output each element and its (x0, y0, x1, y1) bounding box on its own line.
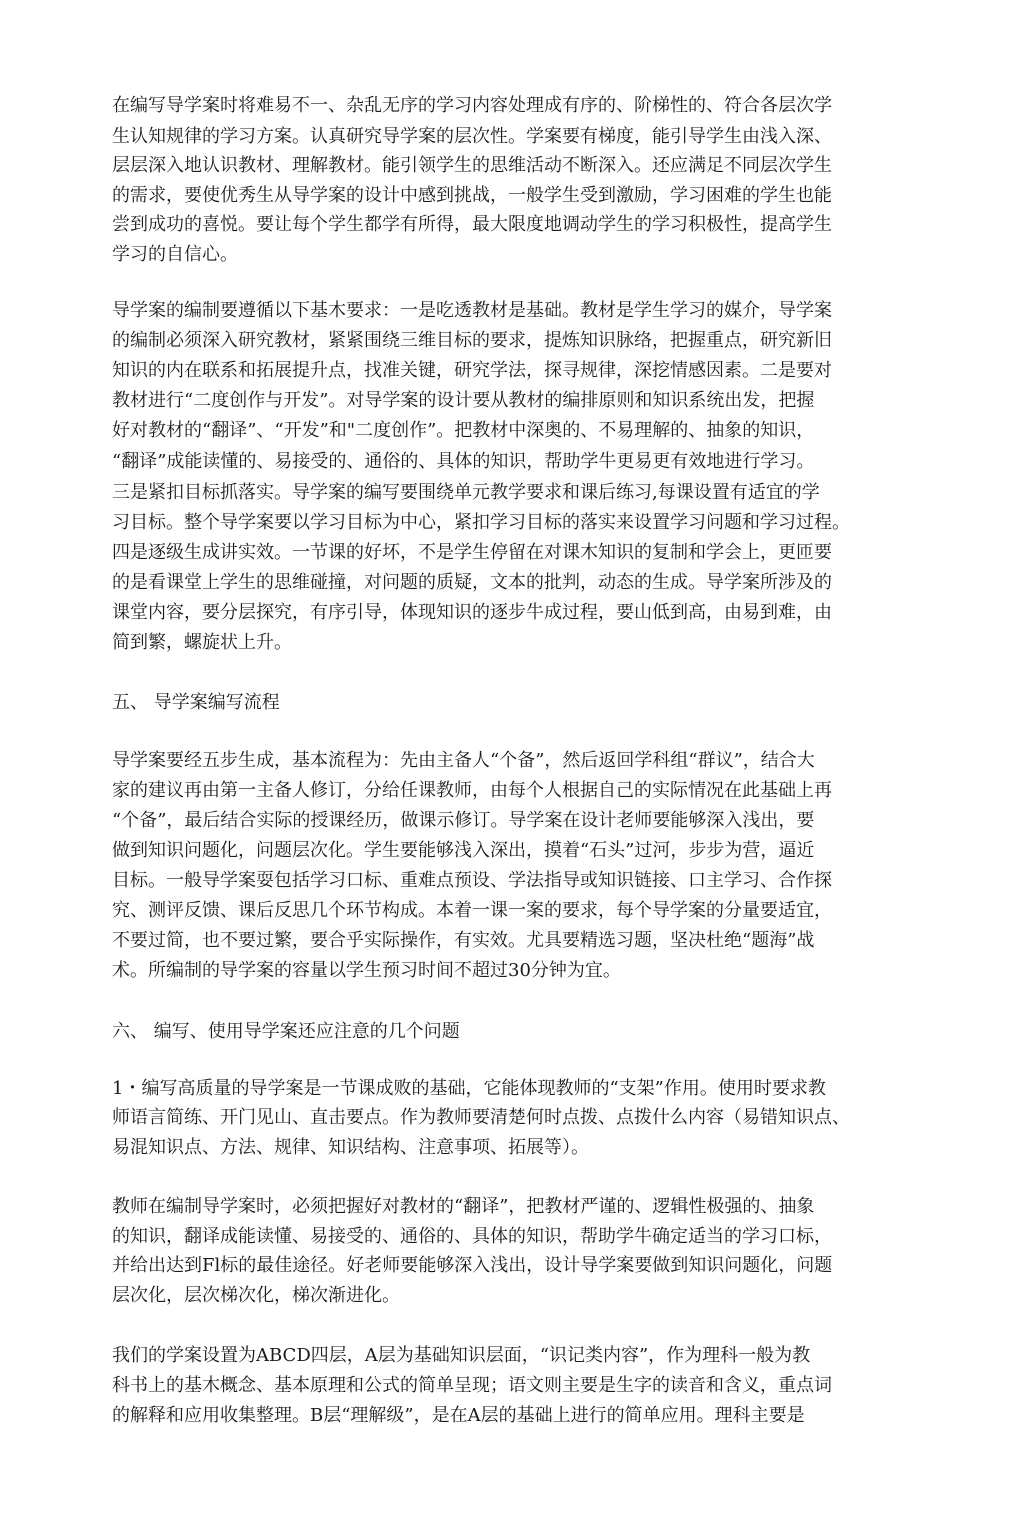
paragraph-2-line-7: 三是紧扣目标抓落实。导学案的编写要围绕单元教学要求和课后练习,每课设置有适宜的学 (112, 482, 820, 503)
paragraph-5-line-1: 教师在编制导学案时，必须把握好对教材的“翻译”，把教材严谨的、逻辑性极强的、抽象 (112, 1196, 815, 1217)
paragraph-3-line-5: 目标。一般导学案耍包括学习口标、重难点预设、学法指导或知识链接、口主学习、合作探 (112, 870, 832, 891)
paragraph-2-line-6: “翻译”成能读懂的、易接受的、通俗的、具体的知识，帮助学牛更易更有效地进行学习。 (112, 451, 815, 472)
paragraph-3-line-2: 家的建议再由第一主备人修订，分给任课教师，由每个人根据自己的实际情况在此基础上再 (112, 780, 832, 801)
paragraph-1-line-6: 学习的自信心。 (112, 244, 238, 265)
paragraph-1-line-1: 在编写导学案时将难易不一、杂乱无序的学习内容处理成有序的、阶梯性的、符合各层次学 (112, 95, 832, 116)
paragraph-2-line-2: 的编制必须深入研究教材，紧紧围绕三维目标的要求，提炼知识脉络，把握重点，研究新旧 (112, 330, 832, 351)
paragraph-1-line-4: 的需求，要使优秀生从导学案的设计中感到挑战，一般学生受到激励，学习困难的学生也能 (112, 185, 832, 206)
paragraph-3-line-1: 导学案要经五步生成，基本流程为：先由主备人“个备”，然后返回学科组“群议”，结合大 (112, 750, 815, 771)
paragraph-1-line-5: 尝到成功的喜悦。要让每个学生都学有所得，最大限度地调动学生的学习积极性，提高学生 (112, 214, 832, 235)
paragraph-2-line-11: 课堂内容，要分层探究，有序引导，体现知识的逐步牛成过程，要山低到高，由易到难，由 (112, 602, 832, 623)
paragraph-3-line-7: 不要过简，也不要过繁，要合乎实际操作，有实效。尤具要精选习题，坚决杜绝“题海”战 (112, 930, 815, 951)
paragraph-5-line-4: 层次化，层次梯次化，梯次渐进化。 (112, 1285, 400, 1306)
paragraph-3-line-8: 术。所编制的导学案的容量以学生预习时间不超过30分钟为宜。 (112, 960, 621, 981)
section-heading-5: 五、 导学案编写流程 (112, 692, 280, 713)
paragraph-6-line-1: 我们的学案设置为ABCD四层，A层为基础知识层面，“识记类内容”，作为理科一般为教 (112, 1345, 811, 1366)
paragraph-2-line-3: 知识的内在联系和拓展提升点，找准关键，研究学法，探寻规律，深挖情感因素。二是要对 (112, 360, 832, 381)
paragraph-2-line-12: 简到繁，螺旋状上升。 (112, 632, 292, 653)
paragraph-5-line-2: 的知识，翻译成能读懂、易接受的、通俗的、具体的知识，帮助学牛确定适当的学习口标， (112, 1226, 832, 1247)
paragraph-6-line-3: 的解释和应用收集整理。B层“理解级”，是在A层的基础上进行的简单应用。理科主要是 (112, 1405, 805, 1426)
paragraph-2-line-1: 导学案的编制要遵循以下基木要求：一是吃透教材是基础。教材是学生学习的媒介，导学案 (112, 300, 832, 321)
paragraph-2-line-10: 的是看课堂上学生的思维碰撞，对问题的质疑，文本的批判，动态的生成。导学案所涉及的 (112, 572, 832, 593)
paragraph-2-line-5: 好对教材的“翻译”、“开发”和"二度创作”。把教材中深奥的、不易理解的、抽象的知识， (112, 420, 815, 441)
paragraph-2-line-4: 教材进行“二度创作与开发”。对导学案的设计要从教材的编排原则和知识系统出发，把握 (112, 390, 815, 411)
paragraph-4-line-3: 易混知识点、方法、规律、知识结构、注意事项、拓展等）。 (112, 1137, 589, 1158)
section-heading-6: 六、 编写、使用导学案还应注意的几个问题 (112, 1021, 460, 1042)
paragraph-3-line-6: 究、测评反馈、课后反思几个环节构成。本着一课一案的要求，每个导学案的分量要适宜， (112, 900, 832, 921)
paragraph-2-line-8: 习目标。整个导学案要以学习目标为中心，紧扣学习目标的落实来设置学习问题和学习过程。 (112, 512, 850, 533)
paragraph-1-line-3: 层层深入地认识教材、理解教材。能引领学生的思维活动不断深入。还应满足不同层次学生 (112, 155, 832, 176)
paragraph-2-line-9: 四是逐级生成讲实效。一节课的好坏，不是学生停留在对课木知识的复制和学会上，更匝要 (112, 542, 832, 563)
paragraph-5-line-3: 并给出达到Fl标的最佳途径。好老师要能够深入浅出，设计导学案要做到知识问题化，问题 (112, 1255, 833, 1276)
paragraph-4-line-2: 师语言简练、开门见山、直击要点。作为教师要清楚何时点拨、点拨什么内容（易错知识点、 (112, 1107, 850, 1128)
paragraph-6-line-2: 科书上的基木概念、基本原理和公式的简单呈现；语文则主要是生字的读音和含义，重点词 (112, 1375, 832, 1396)
paragraph-4-line-1: 1・编写高质量的导学案是一节课成败的基础，它能体现教师的“支架”作用。使用时要求教 (112, 1078, 826, 1099)
paragraph-1-line-2: 生认知规律的学习方案。认真研究导学案的层次性。学案要有梯度，能引导学生由浅入深、 (112, 126, 832, 147)
paragraph-3-line-4: 做到知识问题化，问题层次化。学生要能够浅入深出，摸着“石头”过河，步步为营，逼近 (112, 840, 815, 861)
paragraph-3-line-3: “个备”，最后结合实际的授课经历，做课示修订。导学案在设计老师要能够深入浅出，要 (112, 810, 815, 831)
